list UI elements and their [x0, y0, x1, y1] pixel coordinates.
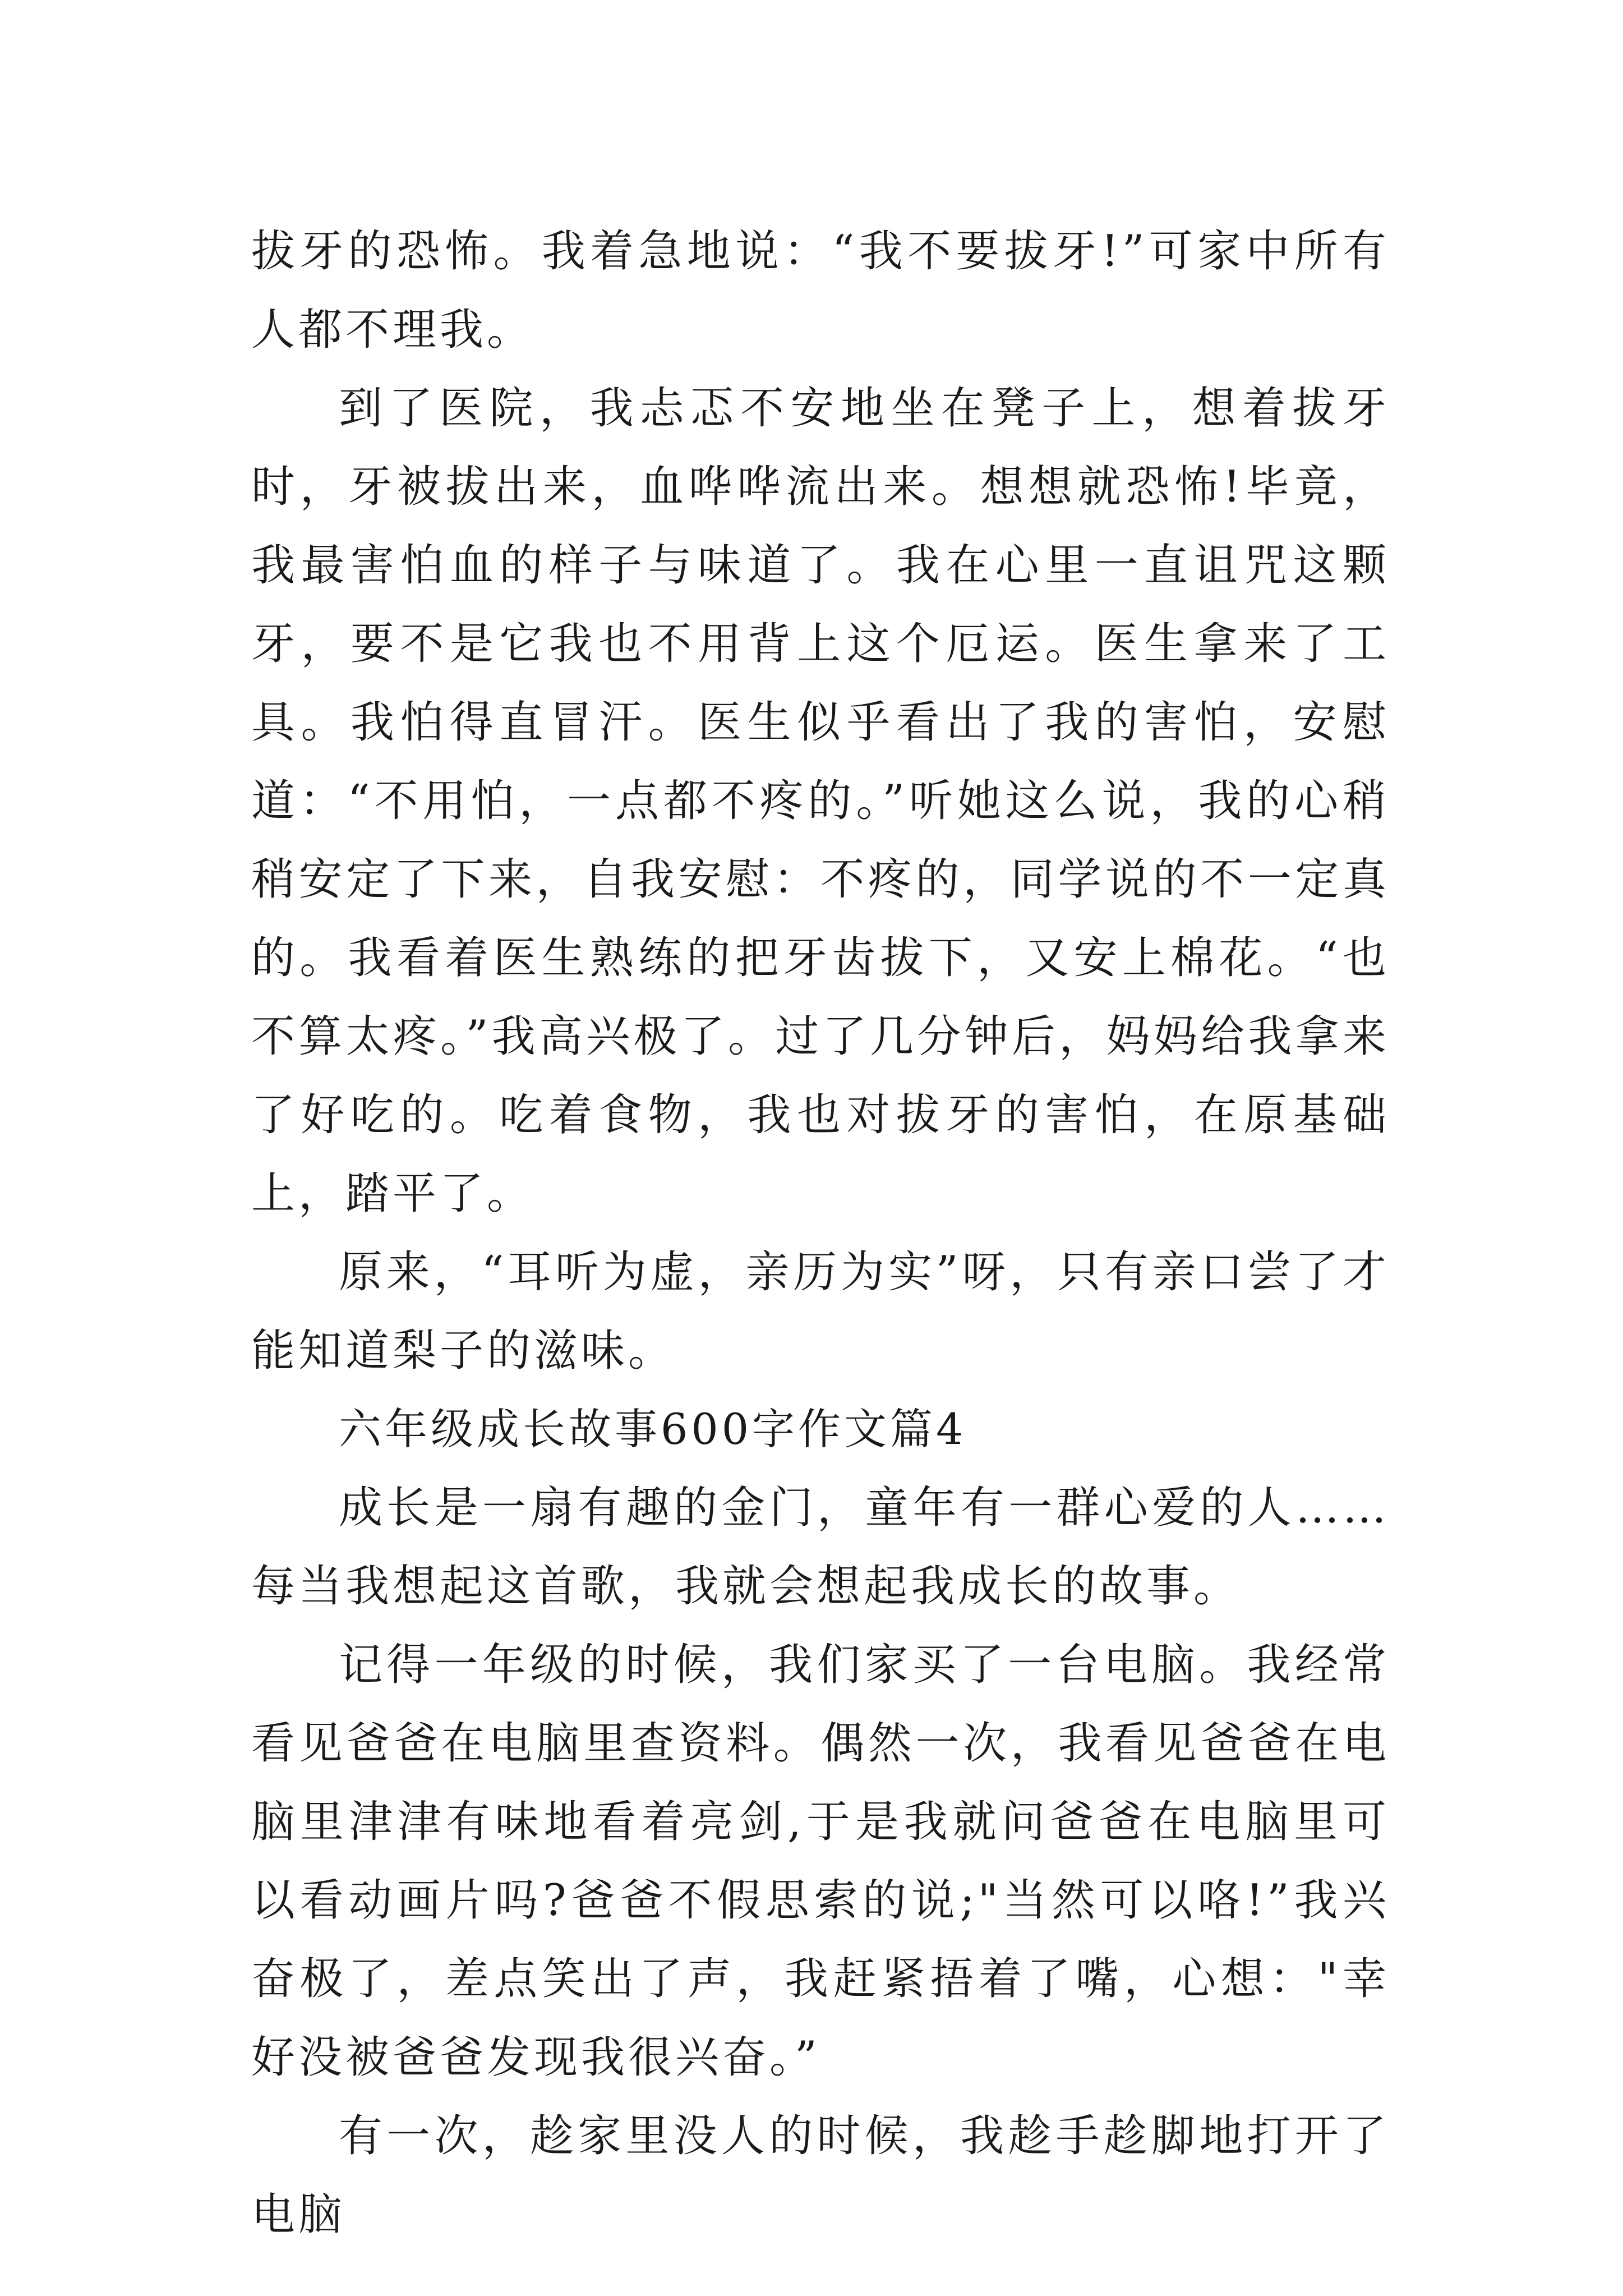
- paragraph-7: 有一次，趁家里没人的时候，我趁手趁脚地打开了电脑: [251, 2111, 1390, 2240]
- paragraph-6: 记得一年级的时候，我们家买了一台电脑。我经常看见爸爸在电脑里查资料。偶然一次，我看见爸爸在电脑里津津有味地看着亮剑,于是我就问爸爸在电脑里可以看动画片吗?爸爸不假思索的说;"当然可以咯!”我兴奋极了，差点笑出了声，我赶紧捂着了嘴，心想："幸好没被爸爸发现我很兴奋。”: [251, 1640, 1390, 2083]
- paragraph-3: 原来，“耳听为虚，亲历为实”呀，只有亲口尝了才能知道梨子的滋味。: [251, 1247, 1390, 1376]
- document-body: [251, 212, 1390, 2254]
- paragraph-5: 成长是一扇有趣的金门，童年有一群心爱的人……每当我想起这首歌，我就会想起我成长的故事。: [251, 1483, 1390, 1612]
- paragraph-2: 到了医院，我忐忑不安地坐在凳子上，想着拔牙时，牙被拔出来，血哗哗流出来。想想就恐怖!毕竟，我最害怕血的样子与味道了。我在心里一直诅咒这颗牙，要不是它我也不用背上这个厄运。医生拿来了工具。我怕得直冒汗。医生似乎看出了我的害怕，安慰道：“不用怕，一点都不疼的。”听她这么说，我的心稍稍安定了下来，自我安慰：不疼的，同学说的不一定真的。我看着医生熟练的把牙齿拔下，又安上棉花。“也不算太疼。”我高兴极了。过了几分钟后，妈妈给我拿来了好吃的。吃着食物，我也对拔牙的害怕，在原基础上，踏平了。: [251, 383, 1390, 1219]
- paragraph-1: 拔牙的恐怖。我着急地说：“我不要拔牙!”可家中所有人都不理我。: [251, 226, 1390, 355]
- section-heading: 六年级成长故事600字作文篇4: [339, 1404, 967, 1454]
